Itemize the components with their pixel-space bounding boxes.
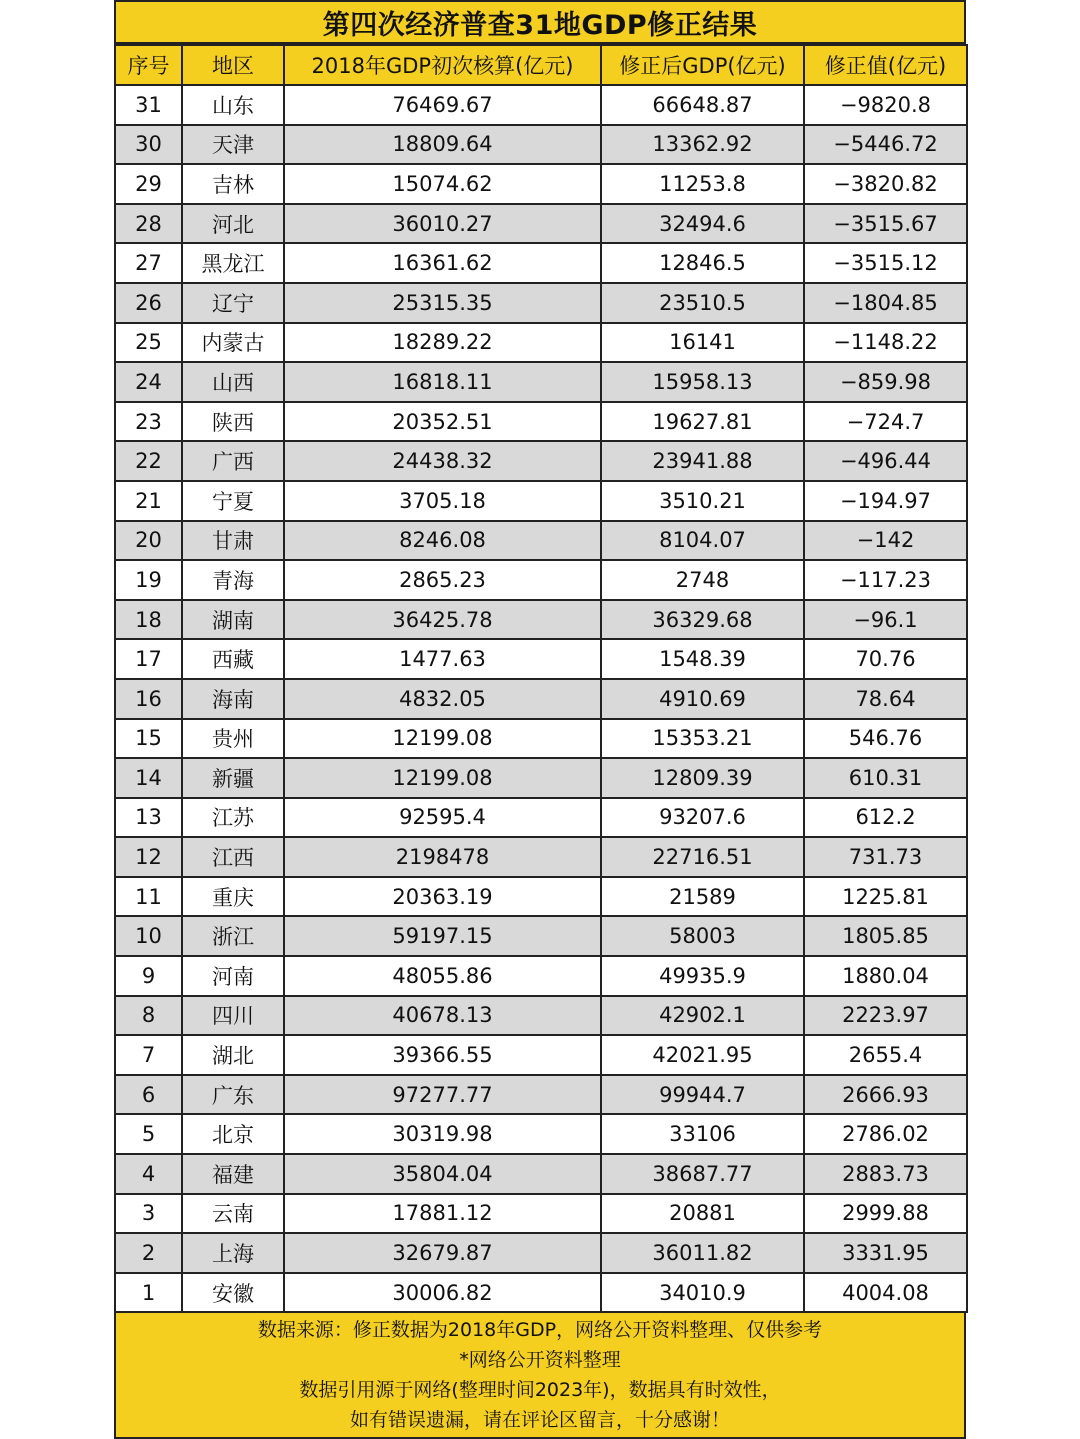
cell-revision: 731.73: [804, 837, 967, 877]
cell-revision: −496.44: [804, 441, 967, 481]
cell-rank: 21: [115, 481, 182, 521]
cell-revision: −3515.67: [804, 204, 967, 244]
cell-initial-gdp: 24438.32: [284, 441, 601, 481]
cell-region: 贵州: [182, 719, 284, 759]
table-row: [115, 1273, 967, 1313]
cell-revised-gdp: 11253.8: [601, 164, 804, 204]
cell-region: 重庆: [182, 877, 284, 917]
cell-region: 江西: [182, 837, 284, 877]
gdp-table: [114, 44, 968, 1313]
table-body: [115, 85, 967, 1312]
cell-rank: 30: [115, 125, 182, 165]
cell-revised-gdp: 13362.92: [601, 125, 804, 165]
cell-region: 内蒙古: [182, 323, 284, 363]
cell-rank: 6: [115, 1075, 182, 1115]
cell-region: 山东: [182, 85, 284, 125]
table-row: [115, 1194, 967, 1234]
header-rank: 序号: [115, 45, 182, 85]
table-row: [115, 600, 967, 640]
cell-rank: 1: [115, 1273, 182, 1313]
cell-region: 福建: [182, 1154, 284, 1194]
cell-region: 辽宁: [182, 283, 284, 323]
cell-revised-gdp: 36329.68: [601, 600, 804, 640]
source-note: [114, 1313, 966, 1439]
cell-initial-gdp: 8246.08: [284, 521, 601, 561]
table-row: [115, 1233, 967, 1273]
cell-revision: 1225.81: [804, 877, 967, 917]
table-row: [115, 323, 967, 363]
cell-initial-gdp: 59197.15: [284, 916, 601, 956]
cell-revision: −1804.85: [804, 283, 967, 323]
cell-rank: 27: [115, 243, 182, 283]
cell-revised-gdp: 58003: [601, 916, 804, 956]
footer-line: 数据引用源于网络(整理时间2023年)，数据具有时效性，: [299, 1379, 781, 1402]
cell-initial-gdp: 1477.63: [284, 639, 601, 679]
cell-rank: 16: [115, 679, 182, 719]
cell-rank: 14: [115, 758, 182, 798]
cell-revision: 2666.93: [804, 1075, 967, 1115]
table-row: [115, 1154, 967, 1194]
header-region: 地区: [182, 45, 284, 85]
cell-region: 湖北: [182, 1035, 284, 1075]
cell-initial-gdp: 16818.11: [284, 362, 601, 402]
cell-revised-gdp: 42902.1: [601, 996, 804, 1036]
cell-initial-gdp: 48055.86: [284, 956, 601, 996]
gdp-sheet: [114, 0, 966, 1436]
cell-revised-gdp: 21589: [601, 877, 804, 917]
table-row: [115, 283, 967, 323]
cell-rank: 22: [115, 441, 182, 481]
table-row: [115, 481, 967, 521]
cell-region: 上海: [182, 1233, 284, 1273]
table-row: [115, 837, 967, 877]
table-row: [115, 164, 967, 204]
table-row: [115, 877, 967, 917]
cell-rank: 7: [115, 1035, 182, 1075]
cell-rank: 9: [115, 956, 182, 996]
cell-revised-gdp: 23941.88: [601, 441, 804, 481]
table-row: [115, 85, 967, 125]
cell-revision: −3820.82: [804, 164, 967, 204]
cell-revised-gdp: 3510.21: [601, 481, 804, 521]
cell-rank: 26: [115, 283, 182, 323]
cell-initial-gdp: 3705.18: [284, 481, 601, 521]
cell-region: 吉林: [182, 164, 284, 204]
page-title: 第四次经济普查31地GDP修正结果: [114, 0, 966, 44]
table-row: [115, 204, 967, 244]
cell-initial-gdp: 32679.87: [284, 1233, 601, 1273]
table-row: [115, 798, 967, 838]
cell-revised-gdp: 32494.6: [601, 204, 804, 244]
cell-initial-gdp: 15074.62: [284, 164, 601, 204]
table-row: [115, 719, 967, 759]
table-header: [115, 45, 967, 85]
table-row: [115, 402, 967, 442]
table-row: [115, 996, 967, 1036]
cell-rank: 15: [115, 719, 182, 759]
footer-line: *网络公开资料整理: [459, 1349, 621, 1372]
table-row: [115, 560, 967, 600]
table-row: [115, 362, 967, 402]
cell-revised-gdp: 33106: [601, 1114, 804, 1154]
cell-revision: −117.23: [804, 560, 967, 600]
cell-revised-gdp: 23510.5: [601, 283, 804, 323]
cell-rank: 29: [115, 164, 182, 204]
cell-revision: 2999.88: [804, 1194, 967, 1234]
cell-initial-gdp: 76469.67: [284, 85, 601, 125]
cell-revised-gdp: 99944.7: [601, 1075, 804, 1115]
cell-initial-gdp: 17881.12: [284, 1194, 601, 1234]
table-row: [115, 441, 967, 481]
cell-region: 海南: [182, 679, 284, 719]
cell-initial-gdp: 40678.13: [284, 996, 601, 1036]
cell-revision: 70.76: [804, 639, 967, 679]
cell-initial-gdp: 2865.23: [284, 560, 601, 600]
cell-initial-gdp: 97277.77: [284, 1075, 601, 1115]
cell-revision: 3331.95: [804, 1233, 967, 1273]
cell-region: 浙江: [182, 916, 284, 956]
cell-region: 山西: [182, 362, 284, 402]
cell-revised-gdp: 36011.82: [601, 1233, 804, 1273]
table-row: [115, 1075, 967, 1115]
cell-region: 广西: [182, 441, 284, 481]
cell-region: 西藏: [182, 639, 284, 679]
cell-rank: 13: [115, 798, 182, 838]
cell-initial-gdp: 25315.35: [284, 283, 601, 323]
table-row: [115, 1035, 967, 1075]
cell-revised-gdp: 15353.21: [601, 719, 804, 759]
cell-revised-gdp: 66648.87: [601, 85, 804, 125]
footer-line: 如有错误遗漏，请在评论区留言，十分感谢！: [349, 1409, 730, 1432]
cell-revised-gdp: 38687.77: [601, 1154, 804, 1194]
cell-initial-gdp: 30319.98: [284, 1114, 601, 1154]
cell-revision: −194.97: [804, 481, 967, 521]
cell-revision: −9820.8: [804, 85, 967, 125]
cell-revision: 2883.73: [804, 1154, 967, 1194]
table-row: [115, 243, 967, 283]
cell-revised-gdp: 19627.81: [601, 402, 804, 442]
cell-region: 河南: [182, 956, 284, 996]
cell-revised-gdp: 4910.69: [601, 679, 804, 719]
cell-region: 四川: [182, 996, 284, 1036]
cell-rank: 19: [115, 560, 182, 600]
cell-initial-gdp: 12199.08: [284, 758, 601, 798]
cell-rank: 25: [115, 323, 182, 363]
cell-revision: −5446.72: [804, 125, 967, 165]
cell-rank: 11: [115, 877, 182, 917]
cell-revision: 78.64: [804, 679, 967, 719]
cell-revised-gdp: 49935.9: [601, 956, 804, 996]
cell-revised-gdp: 34010.9: [601, 1273, 804, 1313]
header-initial-gdp: 2018年GDP初次核算(亿元): [284, 45, 601, 85]
cell-rank: 8: [115, 996, 182, 1036]
cell-revised-gdp: 12809.39: [601, 758, 804, 798]
cell-region: 河北: [182, 204, 284, 244]
cell-revision: −859.98: [804, 362, 967, 402]
cell-revision: 612.2: [804, 798, 967, 838]
cell-region: 陕西: [182, 402, 284, 442]
cell-revision: 2655.4: [804, 1035, 967, 1075]
table-row: [115, 125, 967, 165]
table-row: [115, 521, 967, 561]
cell-region: 安徽: [182, 1273, 284, 1313]
cell-revision: 2786.02: [804, 1114, 967, 1154]
cell-region: 北京: [182, 1114, 284, 1154]
footer-line: 数据来源：修正数据为2018年GDP，网络公开资料整理、仅供参考: [257, 1319, 823, 1342]
cell-region: 青海: [182, 560, 284, 600]
cell-rank: 23: [115, 402, 182, 442]
cell-revision: 4004.08: [804, 1273, 967, 1313]
cell-rank: 2: [115, 1233, 182, 1273]
cell-revision: 1805.85: [804, 916, 967, 956]
cell-revised-gdp: 42021.95: [601, 1035, 804, 1075]
cell-revision: 2223.97: [804, 996, 967, 1036]
cell-revision: −96.1: [804, 600, 967, 640]
cell-region: 广东: [182, 1075, 284, 1115]
header-revision: 修正值(亿元): [804, 45, 967, 85]
cell-revised-gdp: 8104.07: [601, 521, 804, 561]
header-revised-gdp: 修正后GDP(亿元): [601, 45, 804, 85]
table-row: [115, 758, 967, 798]
cell-rank: 17: [115, 639, 182, 679]
cell-region: 云南: [182, 1194, 284, 1234]
cell-region: 江苏: [182, 798, 284, 838]
cell-revised-gdp: 15958.13: [601, 362, 804, 402]
cell-initial-gdp: 20363.19: [284, 877, 601, 917]
cell-region: 黑龙江: [182, 243, 284, 283]
cell-revised-gdp: 93207.6: [601, 798, 804, 838]
cell-initial-gdp: 18809.64: [284, 125, 601, 165]
cell-revised-gdp: 1548.39: [601, 639, 804, 679]
cell-revision: −724.7: [804, 402, 967, 442]
cell-region: 甘肃: [182, 521, 284, 561]
cell-rank: 12: [115, 837, 182, 877]
table-row: [115, 679, 967, 719]
cell-rank: 10: [115, 916, 182, 956]
cell-revision: −1148.22: [804, 323, 967, 363]
cell-revised-gdp: 22716.51: [601, 837, 804, 877]
cell-region: 湖南: [182, 600, 284, 640]
cell-initial-gdp: 39366.55: [284, 1035, 601, 1075]
table-row: [115, 916, 967, 956]
cell-revised-gdp: 20881: [601, 1194, 804, 1234]
table-row: [115, 1114, 967, 1154]
cell-region: 宁夏: [182, 481, 284, 521]
cell-region: 天津: [182, 125, 284, 165]
table-row: [115, 639, 967, 679]
cell-revision: −3515.12: [804, 243, 967, 283]
header-row: [115, 45, 967, 85]
cell-revised-gdp: 16141: [601, 323, 804, 363]
cell-revision: 546.76: [804, 719, 967, 759]
cell-initial-gdp: 36010.27: [284, 204, 601, 244]
cell-rank: 24: [115, 362, 182, 402]
cell-rank: 4: [115, 1154, 182, 1194]
cell-revision: 1880.04: [804, 956, 967, 996]
cell-rank: 28: [115, 204, 182, 244]
cell-initial-gdp: 4832.05: [284, 679, 601, 719]
cell-revision: 610.31: [804, 758, 967, 798]
cell-initial-gdp: 12199.08: [284, 719, 601, 759]
cell-rank: 18: [115, 600, 182, 640]
cell-rank: 5: [115, 1114, 182, 1154]
cell-initial-gdp: 36425.78: [284, 600, 601, 640]
cell-initial-gdp: 35804.04: [284, 1154, 601, 1194]
table-row: [115, 956, 967, 996]
cell-initial-gdp: 30006.82: [284, 1273, 601, 1313]
cell-initial-gdp: 92595.4: [284, 798, 601, 838]
cell-revision: −142: [804, 521, 967, 561]
cell-initial-gdp: 18289.22: [284, 323, 601, 363]
cell-rank: 3: [115, 1194, 182, 1234]
cell-region: 新疆: [182, 758, 284, 798]
cell-rank: 31: [115, 85, 182, 125]
cell-initial-gdp: 16361.62: [284, 243, 601, 283]
cell-revised-gdp: 12846.5: [601, 243, 804, 283]
cell-initial-gdp: 2198478: [284, 837, 601, 877]
cell-initial-gdp: 20352.51: [284, 402, 601, 442]
cell-revised-gdp: 2748: [601, 560, 804, 600]
cell-rank: 20: [115, 521, 182, 561]
